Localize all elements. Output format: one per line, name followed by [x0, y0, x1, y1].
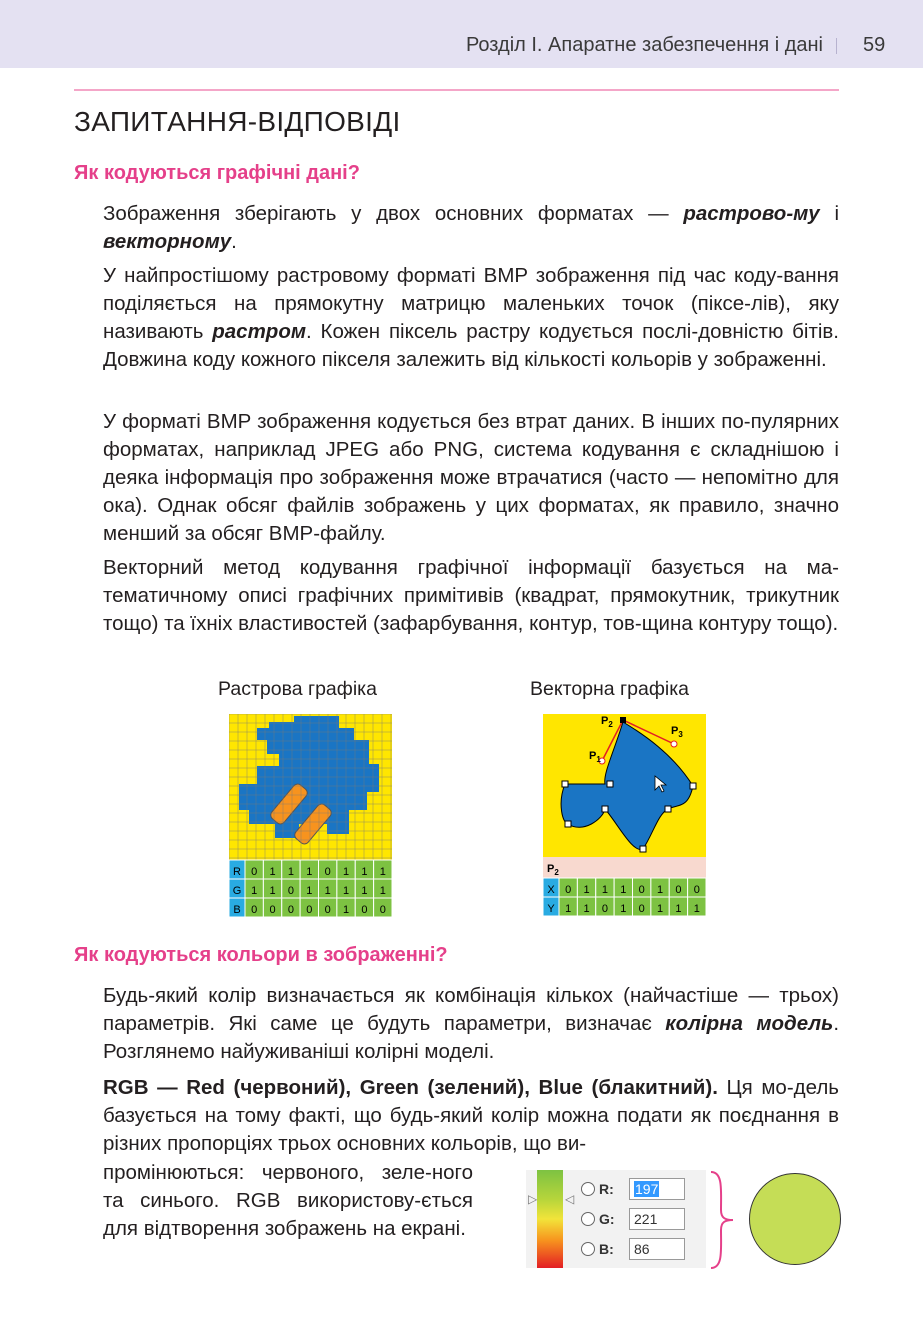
term-raster: растрово-му: [683, 202, 820, 225]
bit-value: 1: [620, 884, 627, 896]
page-number: 59: [863, 34, 886, 56]
question-heading-colors: Як кодуються кольори в зображенні?: [74, 944, 448, 966]
raster-bit-table: [229, 860, 392, 917]
bit-value: 0: [306, 904, 313, 916]
table-row-label: R: [233, 866, 241, 878]
bit-value: 0: [638, 903, 645, 915]
color-gradient-bar[interactable]: [537, 1170, 563, 1268]
paragraph-formats: [103, 200, 839, 256]
bit-value: 1: [269, 866, 276, 878]
section-title: ЗАПИТАННЯ-ВІДПОВІДІ: [74, 106, 401, 137]
bit-value: 1: [657, 903, 664, 915]
coordinate-header-band: [543, 857, 706, 878]
control-point-p2: [620, 717, 626, 723]
label-p2: $P_2$: [601, 715, 613, 729]
bit-value: 1: [657, 884, 664, 896]
term-color-model: колірна модель: [665, 1012, 834, 1035]
input-blue[interactable]: 86: [629, 1238, 685, 1260]
title-rule: [74, 89, 839, 91]
table-row-label: G: [232, 885, 242, 897]
paragraph-text: Ця мо-дель базується на тому факті, що будь-який колір можна подати як поєднання в різних пропорціях трьох основних кольорів, що ви-: [103, 1076, 839, 1155]
bit-value: 1: [620, 903, 627, 915]
raster-graphic-figure: [229, 714, 392, 918]
paragraph-rgb: [103, 1074, 839, 1158]
bit-value: 0: [361, 904, 368, 916]
term-vector: векторному: [103, 230, 232, 253]
paragraph-text: Будь-який колір визначається як комбінація кількох (найчастіше — трьох) параметрів. Які саме це будуть параметри, визначає: [103, 984, 839, 1035]
bit-value: 0: [287, 904, 294, 916]
bit-value: 0: [638, 884, 645, 896]
bit-value: 1: [269, 885, 276, 897]
bit-value: 1: [306, 866, 313, 878]
bit-value: 0: [251, 866, 258, 878]
label-blue: B:: [599, 1241, 614, 1257]
bit-value: 1: [675, 903, 682, 915]
vector-graphic-figure: [543, 714, 706, 918]
brace-icon: [707, 1170, 737, 1270]
label-p1: $P_1$: [589, 750, 601, 764]
rgb-row-blue: [581, 1238, 685, 1262]
vector-caption: Векторна графіка: [530, 678, 690, 700]
bit-value: 1: [306, 885, 313, 897]
bit-value: 1: [583, 884, 590, 896]
bit-value: 1: [343, 885, 350, 897]
label-p3: $P_3$: [671, 725, 683, 739]
paragraph-compression: У форматі BMP зображення кодується без втрат даних. В інших по-пулярних форматах, наприклад JPEG або PNG, система кодування є складнішою і деяка інформація про зображення може втрачатися (часто — непомітно для ока). Однак обсяг файлів зображень у цих форматах, як правило, значно менший за обсяг BMP-файлу.: [103, 410, 839, 545]
bit-value: 0: [675, 884, 682, 896]
coordinate-label-p2: $P_2$: [547, 863, 559, 877]
bit-value: 1: [324, 885, 331, 897]
bit-value: 0: [269, 904, 276, 916]
question-heading-graphics: Як кодуються графічні дані?: [74, 162, 360, 184]
radio-green[interactable]: [581, 1212, 595, 1226]
rgb-row-red: [581, 1178, 685, 1202]
slider-right-arrow-icon[interactable]: ◁: [565, 1192, 575, 1206]
bit-value: 1: [343, 866, 350, 878]
bit-value: 0: [324, 904, 331, 916]
input-red[interactable]: 197: [629, 1178, 685, 1200]
bit-value: 1: [251, 885, 258, 897]
bit-value: 0: [287, 885, 294, 897]
chapter-title: Розділ І. Апаратне забезпечення і дані: [465, 34, 823, 56]
bit-value: 0: [379, 904, 386, 916]
paragraph-color-models: [103, 982, 839, 1066]
bit-value: 1: [379, 866, 386, 878]
input-green[interactable]: 221: [629, 1208, 685, 1230]
term-rastr: растром: [212, 320, 307, 343]
bit-value: 1: [361, 866, 368, 878]
table-row-label: Y: [547, 903, 555, 915]
rgb-color-picker: [526, 1170, 706, 1268]
paragraph-text: . Розглянемо найуживаніші колірні моделі.: [103, 1012, 840, 1063]
color-swatch: [749, 1173, 841, 1265]
paragraph-text: У найпростішому растровому форматі BMP зображення під час коду-вання поділяється на прямокутну матрицю маленьких точок (піксе-лів), яку називають: [103, 264, 839, 343]
paragraph-text: і: [819, 202, 839, 225]
bit-value: 1: [343, 904, 350, 916]
bit-value: 0: [601, 903, 608, 915]
bit-value: 1: [565, 903, 572, 915]
paragraph-text: Зображення зберігають у двох основних форматах —: [103, 202, 684, 225]
paragraph-bmp: [103, 262, 839, 374]
bit-value: 0: [251, 904, 258, 916]
bit-value: 1: [693, 903, 700, 915]
slider-left-arrow-icon[interactable]: ▷: [528, 1192, 538, 1206]
bit-value: 0: [693, 884, 700, 896]
bit-value: 0: [565, 884, 572, 896]
bit-value: 1: [361, 885, 368, 897]
bit-value: 1: [601, 884, 608, 896]
vector-bit-table: [543, 878, 706, 916]
paragraph-text: .: [231, 230, 237, 253]
rgb-row-green: [581, 1208, 685, 1232]
rgb-heading: RGB — Red (червоний), Green (зелений), Blue (блакитний).: [103, 1076, 718, 1099]
bit-value: 1: [287, 866, 294, 878]
label-green: G:: [599, 1211, 615, 1227]
paragraph-vector-method: Векторний метод кодування графічної інформації базується на ма-тематичному описі графічних примітивів (квадрат, прямокутник, трикутник тощо) та їхніх властивостей (зафарбування, контур, тов-щина контуру тощо).: [103, 556, 839, 635]
label-red: R:: [599, 1181, 614, 1197]
header-divider: [836, 38, 837, 54]
paragraph-rgb-continued: промінюються: червоного, зеле-ного та синього. RGB використову-ється для відтворення зображень на екрані.: [103, 1161, 473, 1240]
radio-blue[interactable]: [581, 1242, 595, 1256]
paragraph-text: . Кожен піксель растру кодується послі-довністю бітів. Довжина коду кожного пікселя залежить від кількості кольорів у зображенні.: [103, 320, 839, 371]
table-row-label: B: [233, 904, 241, 916]
bit-value: 1: [379, 885, 386, 897]
page-header: [0, 0, 923, 68]
table-row-label: X: [547, 884, 555, 896]
bit-value: 0: [324, 866, 331, 878]
raster-caption: Растрова графіка: [218, 678, 377, 700]
radio-red[interactable]: [581, 1182, 595, 1196]
control-point-p3: [671, 741, 677, 747]
bit-value: 1: [583, 903, 590, 915]
